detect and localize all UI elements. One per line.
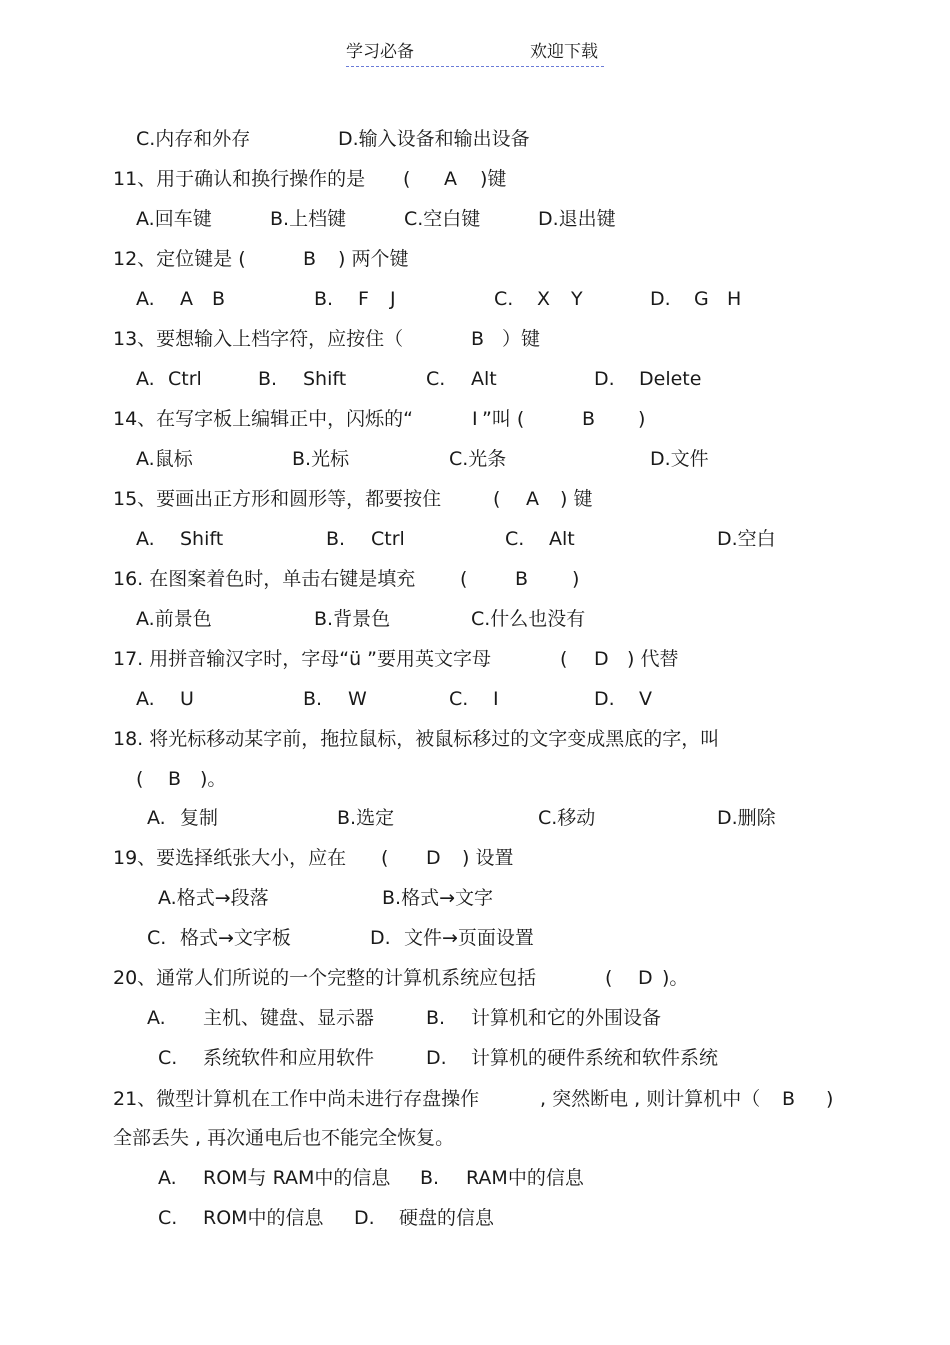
option-d-label: D. xyxy=(650,288,671,310)
question-text: 12、定位键是 ( xyxy=(113,248,246,270)
option-b: B.背景色 xyxy=(314,608,391,630)
answer: D xyxy=(638,967,653,989)
question-text: 20、通常人们所说的一个完整的计算机系统应包括 xyxy=(113,967,537,989)
option-a-text: U xyxy=(180,688,194,710)
option-b-label: B. xyxy=(258,368,278,390)
option-b: B.光标 xyxy=(292,448,350,470)
option-b-label: B. xyxy=(420,1167,440,1189)
paren-open: ( xyxy=(493,488,501,510)
option-a: A.前景色 xyxy=(136,608,212,630)
option-d-label: D. xyxy=(594,688,615,710)
paren-open: ( xyxy=(605,967,613,989)
option-b: B.选定 xyxy=(337,807,395,829)
option-a: A.格式→段落 xyxy=(158,887,269,909)
option-c-text: Alt xyxy=(549,528,575,550)
option-a-text: Ctrl xyxy=(168,368,202,390)
option-c-text: 系统软件和应用软件 xyxy=(203,1047,375,1069)
answer: D xyxy=(594,648,609,670)
option-c-label: C. xyxy=(449,688,469,710)
question-text: 18. 将光标移动某字前，拖拉鼠标，被鼠标移过的文字变成黑底的字，叫 xyxy=(113,728,720,750)
answer: B xyxy=(582,408,596,430)
answer: A xyxy=(526,488,539,510)
option-b-text: W xyxy=(348,688,367,710)
paren-close: ) xyxy=(638,408,646,430)
option-c-text: I xyxy=(493,688,499,710)
paren-open: ( xyxy=(381,847,389,869)
option-c-label: C. xyxy=(505,528,525,550)
option-c-text: ROM中的信息 xyxy=(203,1207,324,1229)
answer: D xyxy=(426,847,441,869)
question-suffix: )键 xyxy=(480,168,507,190)
option-b-key-1: F xyxy=(358,288,369,310)
question-text: 15、要画出正方形和圆形等，都要按住 xyxy=(113,488,442,510)
question-text: 13、要想输入上档字符，应按住（ xyxy=(113,328,404,350)
option-a-text: ROM与 RAM中的信息 xyxy=(203,1167,391,1189)
question-text: 全部丢失 , 再次通电后也不能完全恢复。 xyxy=(113,1127,455,1149)
option-a-text: Shift xyxy=(180,528,224,550)
option-c: C.空白键 xyxy=(404,208,481,230)
option-d: D.输入设备和输出设备 xyxy=(338,128,530,150)
question-text: 17. 用拼音输汉字时，字母“ü ”要用英文字母 xyxy=(113,648,492,670)
option-a-label: A. xyxy=(147,1007,166,1029)
option-c-label: C. xyxy=(426,368,446,390)
option-d-key-1: G xyxy=(694,288,709,310)
option-c-label: C. xyxy=(158,1207,178,1229)
option-c: C.移动 xyxy=(538,807,596,829)
option-a-label: A. xyxy=(136,688,155,710)
option-d-text: Delete xyxy=(639,368,702,390)
paren-open: ( xyxy=(403,168,411,190)
option-d: D.退出键 xyxy=(538,208,616,230)
option-d-label: D. xyxy=(426,1047,447,1069)
option-b-label: B. xyxy=(426,1007,446,1029)
option-b-key-2: J xyxy=(390,288,396,310)
option-c-text: Alt xyxy=(471,368,497,390)
question-suffix: ) 设置 xyxy=(462,847,514,869)
option-c-key-1: X xyxy=(537,288,551,310)
option-c-text: 格式→文字板 xyxy=(180,927,291,949)
question-suffix: ) 键 xyxy=(560,488,593,510)
paren-open: ( xyxy=(136,768,144,790)
question-suffix: )。 xyxy=(662,967,689,989)
option-a-label: A. xyxy=(136,528,155,550)
option-a-text: 复制 xyxy=(180,807,219,829)
option-a-label: A. xyxy=(158,1167,177,1189)
answer: A xyxy=(444,168,457,190)
question-suffix: ）键 xyxy=(502,328,541,350)
option-c-label: C. xyxy=(147,927,167,949)
question-text: 16. 在图案着色时，单击右键是填充 xyxy=(113,568,416,590)
option-c-label: C. xyxy=(494,288,514,310)
option-a-key-1: A xyxy=(180,288,193,310)
answer: B xyxy=(471,328,485,350)
answer: B xyxy=(515,568,529,590)
header-right-text: 欢迎下载 xyxy=(530,42,598,62)
option-d-text: 文件→页面设置 xyxy=(404,927,534,949)
option-d-text: 计算机的硬件系统和软件系统 xyxy=(471,1047,719,1069)
paren-open: ( xyxy=(560,648,568,670)
option-b-text: RAM中的信息 xyxy=(466,1167,584,1189)
option-b-label: B. xyxy=(314,288,334,310)
option-d-label: D. xyxy=(370,927,391,949)
answer: B xyxy=(303,248,317,270)
question-text: 21、微型计算机在工作中尚未进行存盘操作 xyxy=(113,1088,480,1110)
option-a-key-2: B xyxy=(212,288,226,310)
question-suffix: ) 代替 xyxy=(627,648,679,670)
option-c: C.光条 xyxy=(449,448,507,470)
option-b-text: Ctrl xyxy=(371,528,405,550)
paren-open: ( xyxy=(460,568,468,590)
paren-close: ) xyxy=(826,1088,834,1110)
option-d-text: V xyxy=(639,688,652,710)
answer: B xyxy=(168,768,182,790)
cursor-glyph: I xyxy=(472,408,478,430)
question-suffix: ) 两个键 xyxy=(338,248,409,270)
question-text: 19、要选择纸张大小，应在 xyxy=(113,847,347,869)
question-suffix: )。 xyxy=(200,768,227,790)
option-d: D.文件 xyxy=(650,448,709,470)
question-middle: , 突然断电 , 则计算机中（ xyxy=(540,1088,761,1110)
answer: B xyxy=(782,1088,796,1110)
option-a-label: A. xyxy=(136,368,155,390)
option-a-text: 主机、键盘、显示器 xyxy=(203,1007,375,1029)
option-c: C.内存和外存 xyxy=(136,128,251,150)
option-d-label: D. xyxy=(594,368,615,390)
option-a: A.回车键 xyxy=(136,208,212,230)
option-a-label: A. xyxy=(147,807,166,829)
option-b-text: Shift xyxy=(303,368,347,390)
option-c-key-2: Y xyxy=(571,288,583,310)
option-d-text: 硬盘的信息 xyxy=(399,1207,495,1229)
option-b: B.上档键 xyxy=(270,208,347,230)
question-text: 14、在写字板上编辑正中，闪烁的“ xyxy=(113,408,414,430)
option-b-label: B. xyxy=(303,688,323,710)
question-middle: ”叫 ( xyxy=(482,408,525,430)
header-left-text: 学习必备 xyxy=(346,42,414,62)
option-c-label: C. xyxy=(158,1047,178,1069)
page-header xyxy=(346,40,604,67)
option-b: B.格式→文字 xyxy=(382,887,493,909)
option-b-label: B. xyxy=(326,528,346,550)
option-c: C.什么也没有 xyxy=(471,608,586,630)
option-a: A.鼠标 xyxy=(136,448,193,470)
option-d-key-2: H xyxy=(727,288,742,310)
option-d-label: D. xyxy=(354,1207,375,1229)
option-d: D.删除 xyxy=(717,807,776,829)
option-b-text: 计算机和它的外围设备 xyxy=(471,1007,662,1029)
option-d: D.空白 xyxy=(717,528,776,550)
option-a-label: A. xyxy=(136,288,155,310)
question-text: 11、用于确认和换行操作的是 xyxy=(113,168,366,190)
paren-close: ) xyxy=(572,568,580,590)
